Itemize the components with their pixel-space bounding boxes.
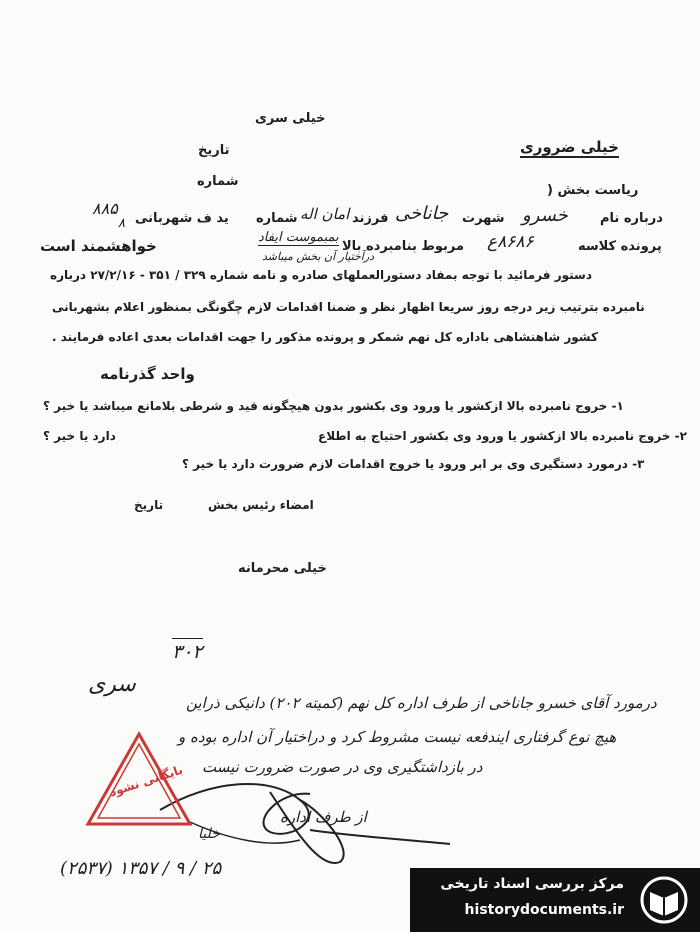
id-suffix: ید ف شهربانی xyxy=(135,211,229,226)
status-handwritten: بمبموست ایفاد xyxy=(258,230,339,245)
question-2-end: دارد یا خیر ؟ xyxy=(43,429,116,443)
handwritten-line-2: درمورد آقای خسرو جاناخی از طرف اداره کل نهم (کمیته ۲۰۲) دانیکی ذراین xyxy=(186,694,657,712)
paragraph-line-1: دستور فرمائید با توجه بمفاد دستورالعملهای صادره و نامه شماره ۳۲۹ / ۳۵۱ - ۲۷/۲/۱۶ درباره xyxy=(50,268,593,282)
name-handwritten: خسرو xyxy=(522,205,568,226)
handwritten-under: درآختیار آن بخش میباشد xyxy=(262,250,375,263)
handwritten-line-1: سری xyxy=(88,672,136,697)
question-3: ۳- درمورد دستگیری وی بر ابر ورود یا خروج اقدامات لازم ضرورت دارد یا خیر ؟ xyxy=(182,457,645,471)
signature-scribble xyxy=(150,770,480,880)
addressee: ریاست بخش ( xyxy=(547,183,639,198)
signature-date-label: تاریخ xyxy=(134,498,164,512)
file-text: مربوط بنامبرده بالا xyxy=(342,239,465,254)
book-icon xyxy=(636,874,692,926)
file-number-handwritten: ۸۶۸۶ع xyxy=(487,232,534,252)
handwritten-date: ۲۵ / ۹ / ۱۳۵۷ (۲۵۳۷) xyxy=(60,858,222,879)
id-number-sub-handwritten: ۸ xyxy=(118,216,125,231)
file-label: پرونده کلاسه xyxy=(578,239,662,254)
handwritten-sign-name: خلیا xyxy=(198,826,220,842)
request-suffix: خواهشمند است xyxy=(40,237,157,255)
id-label: شماره xyxy=(256,211,298,226)
question-2-start: ۲- خروج نامبرده بالا ازکشور یا ورود وی بکشور احتیاج به اطلاع xyxy=(318,429,687,443)
signature-label: امضاء رئیس بخش xyxy=(208,498,314,512)
top-classification: خیلی سری xyxy=(255,111,326,126)
red-stamp xyxy=(84,730,194,830)
surname-handwritten: جاناخی xyxy=(395,203,449,224)
watermark-title: مرکز بررسی اسناد تاریخی xyxy=(440,876,624,892)
classification-label: خیلی ضروری xyxy=(520,138,619,156)
surname-label: شهرت xyxy=(462,211,505,226)
father-handwritten: امان اله xyxy=(300,205,350,223)
id-number-handwritten: ۸۸۵ xyxy=(92,199,118,218)
paragraph-line-3: کشور شاهنشاهی باداره کل نهم شمکر و پرونده مذکور را جهت اقدامات بعدی اعاده فرمایند . xyxy=(52,330,598,344)
number-label: شماره xyxy=(197,174,239,189)
handwritten-line-5: از طرف اداره xyxy=(280,808,367,826)
paragraph-line-2: نامبرده بترتیب زیر درجه روز سریعا اظهار نظر و ضمنا اقدامات لازم چگونگی بمنظور اعلام بشهربانی xyxy=(52,300,645,314)
bottom-classification: خیلی محرمانه xyxy=(238,561,327,576)
watermark-logo xyxy=(410,868,700,932)
handwritten-number: ۳۰۲ xyxy=(172,638,203,663)
handwritten-line-4: در بازداشتگیری وی در صورت ضرورت نیست xyxy=(202,758,483,776)
date-label: تاریخ xyxy=(198,143,230,158)
about-label: درباره نام xyxy=(600,211,663,226)
section-title: واحد گذرنامه xyxy=(100,365,195,383)
handwritten-line-3: هیچ نوع گرفتاری ایندفعه نیست مشروط کرد و دراختیار آن اداره بوده و xyxy=(178,728,617,746)
stamp-text: بایگانی نشود xyxy=(107,762,185,800)
watermark-url: historydocuments.ir xyxy=(464,902,624,918)
question-1: ۱- خروج نامبرده بالا ازکشور یا ورود وی بکشور بدون هیچگونه قید و شرطی بلامانع میباشد یا خیر ؟ xyxy=(43,399,624,413)
father-label: فرزند xyxy=(352,211,389,226)
